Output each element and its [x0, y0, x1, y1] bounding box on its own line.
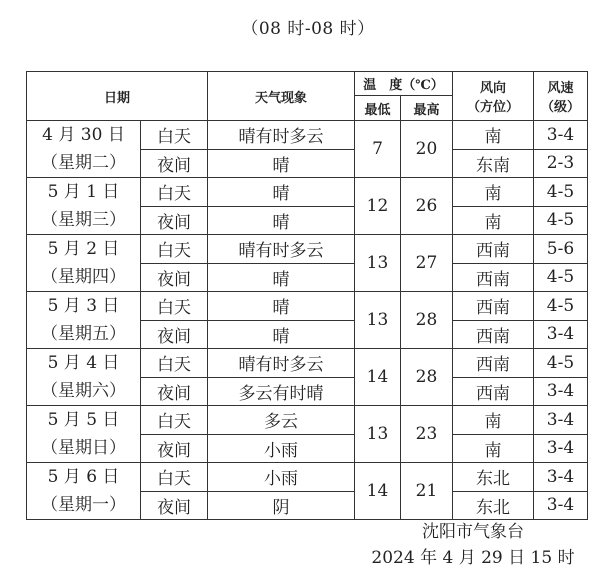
header-wind-speed-unit: （级） [540, 100, 580, 115]
header-min-temp: 最低 [355, 96, 401, 121]
weather: 晴 [208, 178, 355, 207]
period: 夜间 [141, 377, 208, 406]
header-temperature: 温 度（℃） [355, 72, 453, 96]
period: 夜间 [141, 149, 208, 178]
min-temp: 13 [355, 406, 401, 463]
table-row-day [27, 406, 588, 435]
period: 夜间 [141, 263, 208, 292]
period: 夜间 [141, 206, 208, 235]
weekday: （星期一） [41, 495, 126, 515]
wind-speed: 4-5 [534, 178, 588, 207]
wind-speed: 3-4 [534, 377, 588, 406]
weather: 晴 [208, 149, 355, 178]
header-wind-direction-unit: （方位） [466, 100, 519, 115]
issuer: 沈阳市气象台 [422, 522, 524, 542]
wind-speed: 4-5 [534, 349, 588, 378]
wind-direction: 西南 [453, 263, 534, 292]
weather: 晴有时多云 [208, 121, 355, 150]
min-temp: 14 [355, 349, 401, 406]
forecast-time-range: （08 时-08 时） [241, 19, 375, 39]
wind-direction: 东北 [453, 463, 534, 492]
wind-direction: 南 [453, 406, 534, 435]
period: 白天 [141, 463, 208, 492]
wind-direction: 东北 [453, 491, 534, 520]
table-row-day [27, 463, 588, 492]
header-weather: 天气现象 [208, 72, 355, 121]
wind-speed: 4-5 [534, 206, 588, 235]
period: 夜间 [141, 491, 208, 520]
weather: 晴有时多云 [208, 235, 355, 264]
max-temp: 27 [401, 235, 453, 292]
weather: 晴 [208, 320, 355, 349]
date-cell [27, 235, 141, 292]
wind-speed: 3-4 [534, 320, 588, 349]
header-wind-direction-label: 风向 [479, 81, 506, 96]
period: 白天 [141, 121, 208, 150]
table-row-day [27, 235, 588, 264]
max-temp: 20 [401, 121, 453, 178]
weather: 晴 [208, 206, 355, 235]
weather: 多云 [208, 406, 355, 435]
weekday: （星期三） [41, 210, 126, 230]
header-wind-speed-label: 风速 [547, 81, 574, 96]
table-row-day [27, 349, 588, 378]
weather: 晴 [208, 263, 355, 292]
max-temp: 28 [401, 292, 453, 349]
max-temp: 23 [401, 406, 453, 463]
date: 5 月 6 日 [47, 467, 120, 487]
wind-speed: 4-5 [534, 263, 588, 292]
wind-direction: 南 [453, 434, 534, 463]
max-temp: 26 [401, 178, 453, 235]
date: 5 月 2 日 [47, 239, 120, 259]
weather: 晴 [208, 292, 355, 321]
weather: 阴 [208, 491, 355, 520]
weather: 多云有时晴 [208, 377, 355, 406]
wind-speed: 3-4 [534, 121, 588, 150]
wind-speed: 4-5 [534, 292, 588, 321]
date: 4 月 30 日 [42, 125, 125, 145]
wind-speed: 3-4 [534, 434, 588, 463]
weather: 晴有时多云 [208, 349, 355, 378]
weather: 小雨 [208, 463, 355, 492]
wind-direction: 西南 [453, 377, 534, 406]
date-cell [27, 349, 141, 406]
wind-direction: 西南 [453, 292, 534, 321]
wind-direction: 西南 [453, 349, 534, 378]
weekday: （星期五） [41, 324, 126, 344]
wind-direction: 西南 [453, 235, 534, 264]
wind-speed: 5-6 [534, 235, 588, 264]
header-wind-speed [534, 72, 588, 121]
min-temp: 12 [355, 178, 401, 235]
wind-direction: 南 [453, 121, 534, 150]
weekday: （星期日） [41, 438, 126, 458]
period: 白天 [141, 406, 208, 435]
weather: 小雨 [208, 434, 355, 463]
header-date: 日期 [27, 72, 208, 121]
period: 白天 [141, 235, 208, 264]
weekday: （星期六） [41, 381, 126, 401]
date-cell [27, 178, 141, 235]
wind-speed: 3-4 [534, 491, 588, 520]
wind-speed: 2-3 [534, 149, 588, 178]
date-cell [27, 463, 141, 520]
period: 夜间 [141, 320, 208, 349]
table-row-day [27, 178, 588, 207]
wind-direction: 南 [453, 206, 534, 235]
wind-direction: 西南 [453, 320, 534, 349]
wind-speed: 3-4 [534, 463, 588, 492]
date: 5 月 1 日 [47, 182, 120, 202]
date: 5 月 5 日 [47, 410, 120, 430]
min-temp: 13 [355, 235, 401, 292]
min-temp: 7 [355, 121, 401, 178]
header-wind-direction [453, 72, 534, 121]
min-temp: 14 [355, 463, 401, 520]
wind-direction: 东南 [453, 149, 534, 178]
max-temp: 28 [401, 349, 453, 406]
period: 白天 [141, 292, 208, 321]
wind-direction: 南 [453, 178, 534, 207]
weather-forecast-table [26, 71, 588, 520]
table-row-day [27, 292, 588, 321]
period: 白天 [141, 349, 208, 378]
date-cell [27, 292, 141, 349]
issue-time: 2024 年 4 月 29 日 15 时 [371, 548, 575, 568]
period: 夜间 [141, 434, 208, 463]
period: 白天 [141, 178, 208, 207]
table-row-day [27, 121, 588, 150]
date: 5 月 4 日 [47, 353, 120, 373]
weekday: （星期二） [41, 153, 126, 173]
date-cell [27, 406, 141, 463]
wind-speed: 3-4 [534, 406, 588, 435]
date-cell [27, 121, 141, 178]
header-max-temp: 最高 [401, 96, 453, 121]
date: 5 月 3 日 [47, 296, 120, 316]
min-temp: 13 [355, 292, 401, 349]
max-temp: 21 [401, 463, 453, 520]
weekday: （星期四） [41, 267, 126, 287]
